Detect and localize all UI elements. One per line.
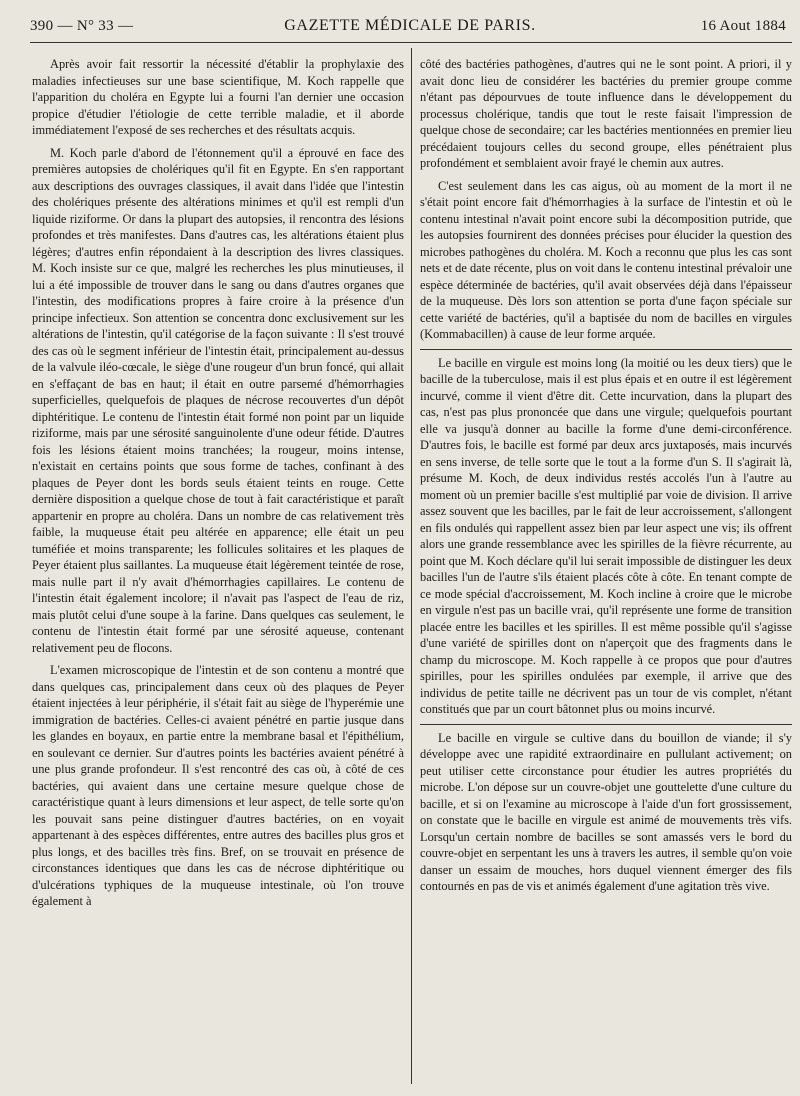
paragraph: Le bacille en virgule se cultive dans du bouillon de viande; il s'y développe avec une rapidité extraordinaire en pullulant activement; on peut utiliser cette circonstance pour étudier les autres propriétés du microbe. L'on dépose sur un couvre-objet une gouttelette d'une culture du bacille, et si on l'examine au microscope à l'aide d'un fort grossissement, on constate que le bacille en virgule est animé de mouvements très vifs. Lorsqu'un certain nombre de bacilles se sont amassés vers le bord du couvre-objet en serpentant les uns à travers les autres, il semble qu'on voie danser un essaim de mouches, hors duquel viennent émerger des fils contournés en pas de vis et animés également d'une agitation très vive. — [420, 724, 792, 895]
paragraph: M. Koch parle d'abord de l'étonnement qu'il a éprouvé en face des premières autopsies de cholériques qu'il fit en Egypte. En s'en rapportant aux descriptions des ouvrages classiques, il avait dans l'idée que l'intestin des cholériques présente des altérations minimes et qu'il est rempli d'un liquide riziforme. Or dans la plupart des autopsies, il rencontra des lésions profondes et très manifestes. Dans d'autres cas, les altérations étaient plus légères; d'autres enfin répondaient à la description des livres classiques. M. Koch insiste sur ce que, malgré les recherches les plus minutieuses, il lui a été impossible de trouver dans le sang ou dans d'autres organes que l'intestin, des modifications propres à faire croire à la présence d'un principe infectieux. Son attention se concentra donc exclusivement sur les altérations de l'intestin, qu'il catégorise de la façon suivante : Il s'est trouvé des cas où le segment inférieur de l'intestin était, principalement au-dessus de la valvule iléo-cœcale, le siège d'une rougeur d'un brun foncé, qui allait en s'effaçant de bas en haut; il était en outre parsemé d'hémorrhagies superficielles, quelquefois de plaques de nécrose recouvertes d'un dépôt diphtéritique. Le contenu de l'intestin était formé non point par un liquide riziforme, mais par une sérosité sanguinolente d'une odeur fétide. D'autres fois les lésions étaient moins tranchées; la rougeur, moins intense, n'existait en certains points que sous forme de taches, confinant à des plaques de Peyer dont les bords seuls étaient teints en rouge. Cette dernière disposition a quelque chose de tout à fait caractéristique et paraît appartenir en propre au choléra. Dans un nombre de cas relativement très faible, la muqueuse était peu altérée en apparence; elle était un peu tuméfiée et moins transparente; les follicules solitaires et les plaques de Peyer étaient plus saillantes. La muqueuse était légèrement teintée de rose, mais nulle part il n'y avait d'hémorrhagies capillaires. Le contenu de l'intestin était également incolore; il n'avait pas l'aspect de l'eau de riz, mais plutôt celui d'une soupe à la farine. Dans quelques cas seulement, le contenu de l'intestin était formé par une sérosité aqueuse, contenant relativement peu de flocons. — [32, 145, 404, 655]
page-number: 390 — [30, 18, 54, 34]
paragraph: C'est seulement dans les cas aigus, où au moment de la mort il ne s'était point encore fait d'hémorrhagies à la surface de l'intestin et où le contenu intestinal n'avait point encore subi la décomposition putride, que les autopsies fournirent des données précises pour élucider la question des microbes pathogènes du choléra. M. Koch a reconnu que plus les cas sont nets et de date récente, plus on voit dans le contenu intestinal prévaloir une espèce déterminée de bactéries, qu'il avait observées déjà dans l'épaisseur de la muqueuse. Dès lors son attention se porta d'une façon spéciale sur cette variété de bactéries, qu'il a baptisée du nom de bacilles en virgules (Kommabacillen) à cause de leur forme arquée. — [420, 178, 792, 341]
right-column — [420, 56, 792, 1086]
page-header — [30, 14, 790, 40]
left-column — [32, 56, 404, 1086]
journal-title: GAZETTE MÉDICALE DE PARIS. — [284, 17, 536, 34]
issue-number: — N° 33 — — [57, 18, 134, 34]
issue-date: 16 Aout 1884 — [700, 18, 786, 34]
paragraph: L'examen microscopique de l'intestin et de son contenu a montré que dans quelques cas, principalement dans ceux où des plaques de Peyer étaient injectées à leur périphérie, il s'était fait au siège de l'hyperémie une immigration de bactéries. Celles-ci avaient pénétré en partie jusque dans les glandes en boyaux, en partie entre la membrane basal et l'épithélium, en soulevant ce dernier. Sur d'autres points les bactéries avaient pénétré à une plus grande profondeur. Il s'est rencontré des cas où, à côté de ces bactéries, qui avaient dans une certaine mesure quelque chose de caractéristique quant à leurs dimensions et leur aspect, de telle sorte qu'on les pouvait sans peine distinguer d'autres bactéries, on en voyait appartenant à des espèces différentes, entre autres des bacilles plus gros et plus longs, et des bacilles très fins. Bref, on se trouvait en présence de circonstances identiques que dans les cas de nécrose diphtéritique ou d'ulcérations typhiques de la muqueuse intestinale, où l'on trouve également à — [32, 663, 404, 908]
header-rule — [30, 42, 792, 43]
paragraph: Après avoir fait ressortir la nécessité d'établir la prophylaxie des maladies infectieuses sur une base scientifique, M. Koch rappelle que l'apparition du choléra en Egypte lui a fourni l'an dernier une occasion propice d'étudier l'étiologie de cette terrible maladie, et il aborde immédiatement l'exposé de ses recherches et des résultats acquis. — [32, 57, 404, 137]
paragraph: côté des bactéries pathogènes, d'autres qui ne le sont point. A priori, il y avait donc lieu de considérer les bactéries du premier groupe comme n'étant pas dépourvues de toute influence dans le développement du processus cholérique, tandis que tout le reste faisait l'impression de quelque chose de secondaire; car les bactéries mentionnées en premier lieu précédaient toujours celles du second groupe, elles pénétraient plus profondément et semblaient avoir frayé le chemin aux autres. — [420, 57, 792, 170]
column-divider — [411, 48, 412, 1084]
paragraph: Le bacille en virgule est moins long (la moitié ou les deux tiers) que le bacille de la tuberculose, mais il est plus épais et en outre il est légèrement incurvé, comme il vient d'être dit. Cette incurvation, dans la plupart des cas, n'est pas plus prononcée que dans une virgule; quelquefois pourtant elle va jusqu'à donner au bacille la forme d'une demi-circonférence. D'autres fois, le bacille est formé par deux arcs juxtaposés, mais incurvés en sens inverse, de telle sorte que le tout a la forme d'un S. Il s'agirait là, présume M. Koch, de deux individus restés accolés l'un à l'autre au moment où un premier bacille s'est multiplié par voie de division. Il arrive assez souvent que les bacilles, par le fait de leur accroissement, s'allongent en fils ondulés qui rappellent assez bien par leur aspect une vis; ils offrent alors une grande ressemblance avec les spirilles de la fièvre récurrente, au point que M. Koch déclare qu'il lui serait impossible de distinguer les deux bacilles l'un de l'autre s'ils étaient placés côte à côte. En tenant compte de ce mode spécial d'accroissement, M. Koch incline à croire que le microbe en virgule n'est pas un bacille vrai, qu'il représente une forme de transition placée entre les bacilles et les spirilles. Il est même possible qu'il s'agisse d'une variété de spirilles dont on n'aperçoit que des fragments dans le champ du microscope. M. Koch rappelle à ce propos que pour d'autres spirilles, pour les spirilles ondulées par exemple, il arrive que des individus de petite taille ne décrivent pas un tour de vis complet, n'étant constitués que par un court bâtonnet plus ou moins incurvé. — [420, 349, 792, 718]
